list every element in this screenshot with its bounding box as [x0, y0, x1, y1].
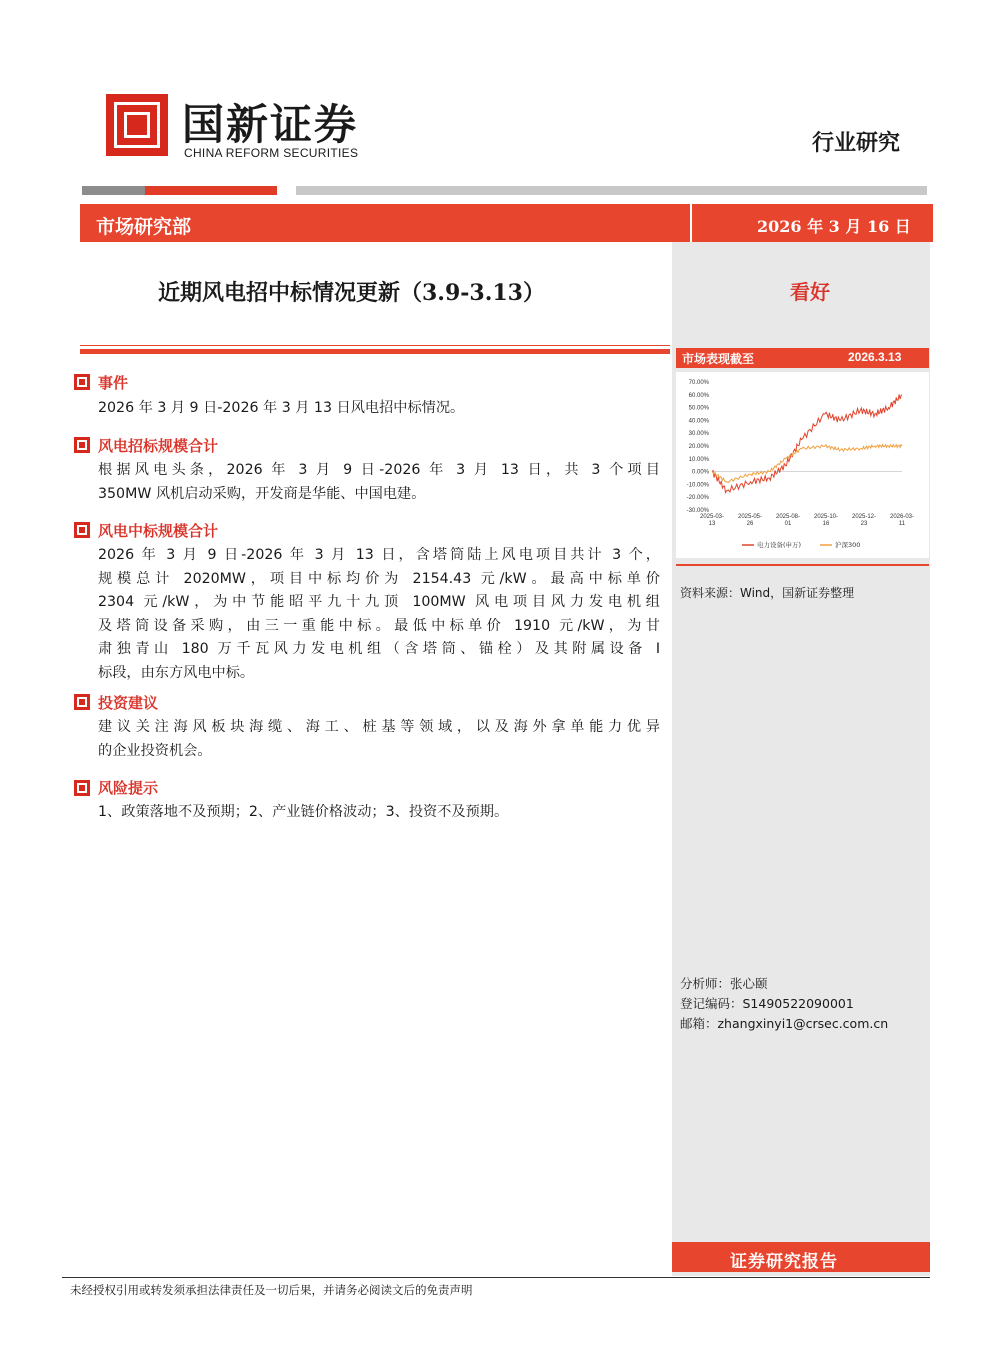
y-tick-label: 50.00% [688, 405, 709, 412]
analyst-registration: 登记编码：S1490522090001 [680, 996, 854, 1011]
section-heading: 事件 [98, 374, 129, 392]
x-tick-label: 2025-12- [851, 514, 877, 520]
y-tick-label: 0.00% [691, 469, 709, 476]
section-heading: 风电招标规模合计 [98, 437, 219, 455]
x-tick-label: 11 [898, 521, 906, 527]
legend-label: 电力设备(申万) [757, 541, 802, 549]
analyst-email: 邮箱：zhangxinyi1@crsec.com.cn [680, 1016, 889, 1031]
market-chart [676, 372, 929, 558]
body-line: 2026 年 3 月 9 日-2026 年 3 月 13 日，含塔筒陆上风电项目共计 3 个， [98, 547, 660, 563]
market-date: 2026.3.13 [848, 350, 902, 364]
legend-label: 沪深300 [835, 541, 861, 549]
x-tick-label: 23 [860, 521, 868, 527]
chart-divider [676, 564, 929, 566]
body-line: 标段，由东方风电中标。 [98, 664, 255, 681]
section-heading: 风电中标规模合计 [98, 522, 219, 540]
y-tick-label: -10.00% [686, 482, 709, 489]
section-icon [74, 522, 90, 538]
section-body [98, 459, 660, 506]
title-divider [80, 345, 670, 346]
section-icon [74, 437, 90, 453]
x-tick-label: 01 [784, 521, 792, 527]
y-tick-label: -30.00% [686, 508, 709, 514]
series-line [712, 445, 902, 483]
y-tick-label: -20.00% [686, 495, 709, 502]
section-body [98, 544, 660, 685]
section-body [98, 716, 660, 763]
title-divider [80, 349, 670, 354]
section-heading: 投资建议 [98, 694, 159, 712]
footer-divider [62, 1277, 930, 1278]
section-icon [74, 374, 90, 390]
chart-source: 资料来源：Wind，国新证券整理 [680, 586, 855, 600]
y-tick-label: 60.00% [688, 392, 709, 399]
x-tick-label: 2026-03- [889, 514, 915, 520]
market-label: 市场表现截至 [682, 352, 755, 366]
body-line: 2304 元/kW，为中节能昭平九十九顶 100MW 风电项目风力发电机组 [98, 594, 660, 610]
report-date: 2026 年 3 月 16 日 [757, 217, 911, 236]
body-line: 根据风电头条，2026 年 3 月 9 日-2026 年 3 月 13 日，共 3 个项目 [98, 462, 660, 478]
x-tick-label: 2025-08- [775, 514, 801, 520]
band-divider [690, 204, 692, 242]
section-heading: 风险提示 [98, 779, 159, 797]
department-label: 市场研究部 [96, 216, 192, 238]
x-tick-label: 2025-10- [813, 514, 839, 520]
body-line: 肃独青山 180 万千瓦风力发电机组（含塔筒、锚栓）及其附属设备 I [98, 641, 660, 657]
x-tick-label: 26 [746, 521, 754, 527]
y-tick-label: 70.00% [688, 380, 709, 386]
x-tick-label: 2025-05- [737, 514, 763, 520]
section-icon [74, 780, 90, 796]
body-line: 1、政策落地不及预期；2、产业链价格波动；3、投资不及预期。 [98, 804, 509, 820]
y-tick-label: 10.00% [688, 456, 709, 463]
y-tick-label: 30.00% [688, 431, 709, 438]
y-tick-label: 20.00% [688, 444, 709, 450]
body-line: 及塔筒设备采购，由三一重能中标。最低中标单价 1910 元/kW，为甘 [98, 617, 660, 634]
section-icon [74, 694, 90, 710]
x-tick-label: 13 [708, 521, 716, 527]
logo-name: 国新证券 [182, 100, 359, 149]
section-body [98, 801, 660, 825]
report-title: 近期风电招中标情况更新（3.9-3.13） [158, 280, 545, 306]
body-line: 2026 年 3 月 9 日-2026 年 3 月 13 日风电招中标情况。 [98, 400, 465, 416]
document-type: 行业研究 [812, 130, 901, 156]
analyst-name: 分析师：张心颐 [680, 976, 768, 991]
section-body [98, 397, 660, 421]
rating-label: 看好 [790, 280, 830, 304]
header-divider [145, 186, 277, 195]
logo-name-en: CHINA REFORM SECURITIES [184, 146, 359, 160]
header-divider [82, 186, 145, 195]
body-line: 的企业投资机会。 [98, 742, 212, 759]
body-line: 350MW 风机启动采购，开发商是华能、中国电建。 [98, 485, 426, 502]
market-chart-box [676, 372, 929, 558]
disclaimer: 未经授权引用或转发须承担法律责任及一切后果，并请务必阅读文后的免责声明 [70, 1283, 473, 1297]
x-tick-label: 2025-03- [699, 514, 725, 520]
logo-icon [106, 94, 168, 156]
y-tick-label: 40.00% [688, 418, 709, 425]
header-divider [296, 186, 927, 195]
report-footer-label: 证券研究报告 [730, 1252, 838, 1272]
x-tick-label: 16 [822, 521, 830, 527]
body-line: 建议关注海风板块海缆、海工、桩基等领域，以及海外拿单能力优异 [98, 719, 660, 735]
body-line: 规模总计 2020MW，项目中标均价为 2154.43 元/kW。最高中标单价 [98, 570, 660, 587]
series-line [712, 394, 902, 492]
